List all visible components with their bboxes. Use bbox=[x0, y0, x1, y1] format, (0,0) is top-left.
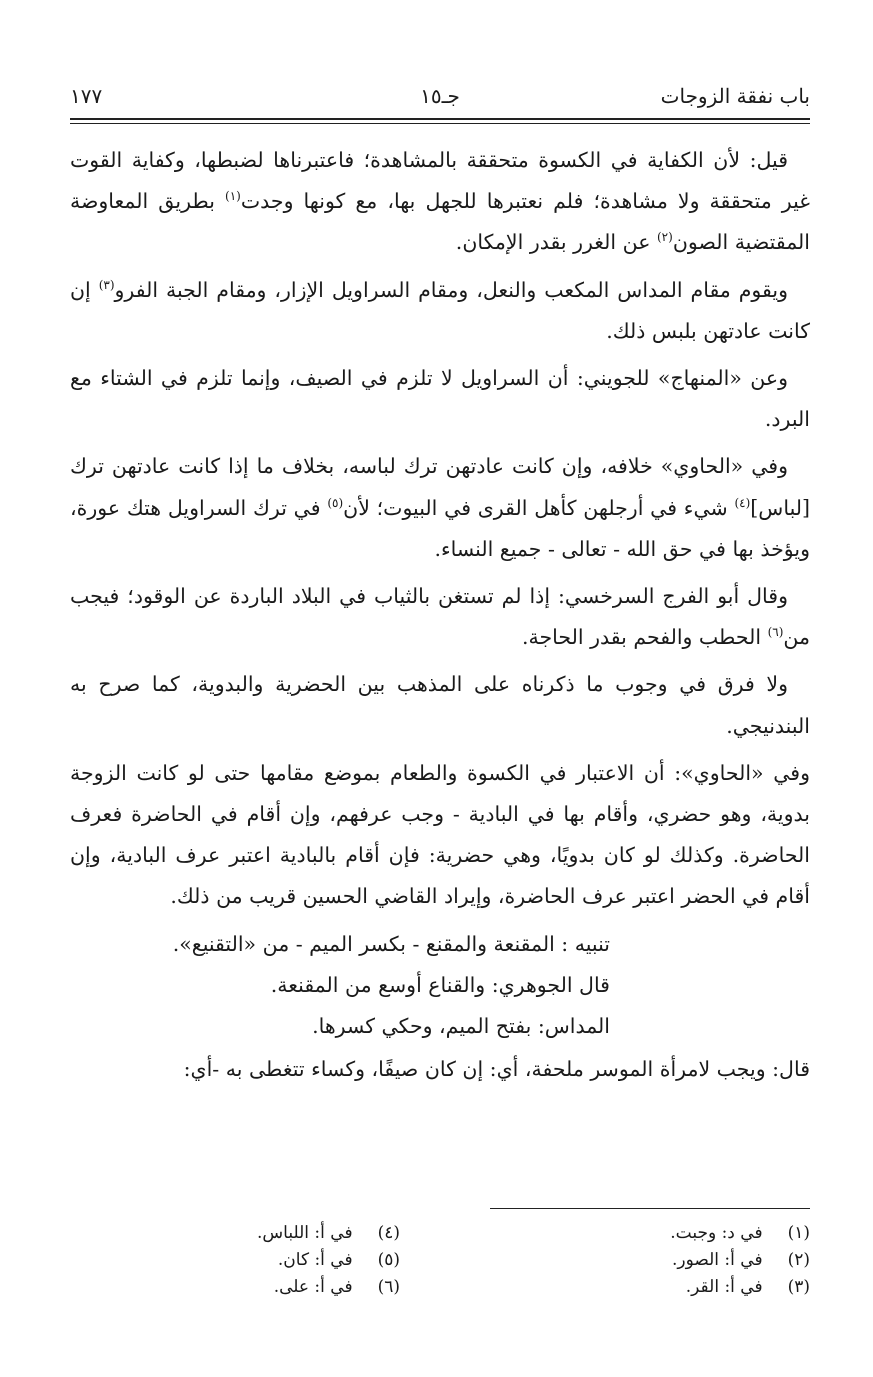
footnote-marker: (٣) bbox=[98, 277, 115, 292]
footnote-column-left bbox=[100, 1220, 400, 1301]
closing-line: قال: ويجب لامرأة الموسر ملحفة، أي: إن كان صيفًا، وكساء تتغطى به -أي: bbox=[183, 1057, 810, 1082]
footnote-marker: (٢) bbox=[656, 230, 673, 245]
footnote-marker: (٥) bbox=[327, 495, 344, 510]
header-rule-thick bbox=[70, 118, 810, 120]
footnote-marker: (٦) bbox=[767, 625, 784, 640]
text-run: وعن «المنهاج» للجويني: أن السراويل لا تلزم في الصيف، وإنما تلزم في الشتاء مع البرد. bbox=[70, 366, 810, 432]
footnote-marker: (٤) bbox=[734, 495, 751, 510]
paragraph bbox=[70, 270, 810, 352]
text-run: عن الغرر بقدر الإمكان. bbox=[455, 230, 657, 255]
paragraph bbox=[70, 664, 810, 746]
footnote-item: (٦) في أ: على. bbox=[273, 1277, 400, 1297]
running-head bbox=[70, 78, 810, 114]
note-line: المداس: بفتح الميم، وحكي كسرها. bbox=[312, 1014, 610, 1039]
paragraph bbox=[70, 358, 810, 440]
header-rule-thin bbox=[70, 123, 810, 124]
footnote-item: (٥) في أ: كان. bbox=[277, 1250, 400, 1270]
paragraph bbox=[70, 140, 810, 264]
note-line: تنبيه : المقنعة والمقنع - بكسر الميم - من «التقنيع». bbox=[172, 931, 610, 956]
text-run: ويقوم مقام المداس المكعب والنعل، ومقام السراويل الإزار، ومقام الجبة الفرو bbox=[114, 277, 788, 302]
footnote-marker: (١) bbox=[225, 189, 241, 204]
paragraph bbox=[70, 753, 810, 918]
paragraph bbox=[70, 446, 810, 570]
text-run: الحطب والفحم بقدر الحاجة. bbox=[521, 625, 768, 650]
page-number: ١٧٧ bbox=[70, 84, 103, 108]
text-run: وفي «الحاوي»: أن الاعتبار في الكسوة والطعام بموضع مقامها حتى لو كانت الزوجة بدوية، وهو حضري، وأقام بها في البادية - وجب عرفهم، وإن أقام في الحاضرة فعرف الحاضرة. وكذلك لو كان بدويًا، وهي حضرية: فإن أقام بالبادية اعتبر عرف البادية، وإن أقام في الحضر اعتبر عرف الحاضرة، وإيراد القاضي الحسين قريب من ذلك. bbox=[70, 760, 810, 909]
text-run: وفي «الحاوي» خلافه، وإن كانت عادتهن ترك لباسه، بخلاف ما إذا كانت عادتهن ترك [لباس] bbox=[70, 454, 810, 520]
text-run: قيل: لأن الكفاية في الكسوة متحققة بالمشاهدة؛ فاعتبرناها لضبطها، وكفاية القوت غير متحققة ولا مشاهدة؛ فلم نعتبرها للجهل بها، مع كونها وجدت bbox=[70, 148, 810, 214]
volume-number: جـ١٥ bbox=[420, 84, 460, 108]
book-page bbox=[70, 78, 810, 1297]
text-run: إن كانت عادتهن بلبس ذلك. bbox=[70, 277, 810, 343]
text-run: بطريق المعاوضة المقتضية الصون bbox=[70, 189, 810, 255]
text-run: شيء في أرجلهن كأهل القرى في البيوت؛ لأن bbox=[343, 495, 735, 520]
text-run: ولا فرق في وجوب ما ذكرناه على المذهب بين الحضرية والبدوية، كما صرح به البندنيجي. bbox=[70, 672, 810, 738]
footnote-rule bbox=[490, 1208, 810, 1209]
footnote-item: (٤) في أ: اللباس. bbox=[257, 1223, 400, 1243]
footnote-item: (٣) في أ: القر. bbox=[685, 1277, 810, 1297]
note-line: قال الجوهري: والقناع أوسع من المقنعة. bbox=[270, 972, 610, 997]
paragraph bbox=[70, 576, 810, 658]
footnote-column-right bbox=[510, 1220, 810, 1301]
chapter-title: باب نفقة الزوجات bbox=[660, 84, 810, 108]
text-run: في ترك السراويل هتك عورة، ويؤخذ بها في حق الله - تعالى - جميع النساء. bbox=[70, 495, 810, 561]
text-run: وقال أبو الفرج السرخسي: إذا لم تستغن بالثياب في البلاد الباردة عن الوقود؛ فيجب من bbox=[70, 584, 810, 650]
footnote-item: (٢) في أ: الصور. bbox=[671, 1250, 810, 1270]
body-text bbox=[70, 140, 810, 1090]
footnote-item: (١) في د: وجبت. bbox=[670, 1223, 810, 1243]
